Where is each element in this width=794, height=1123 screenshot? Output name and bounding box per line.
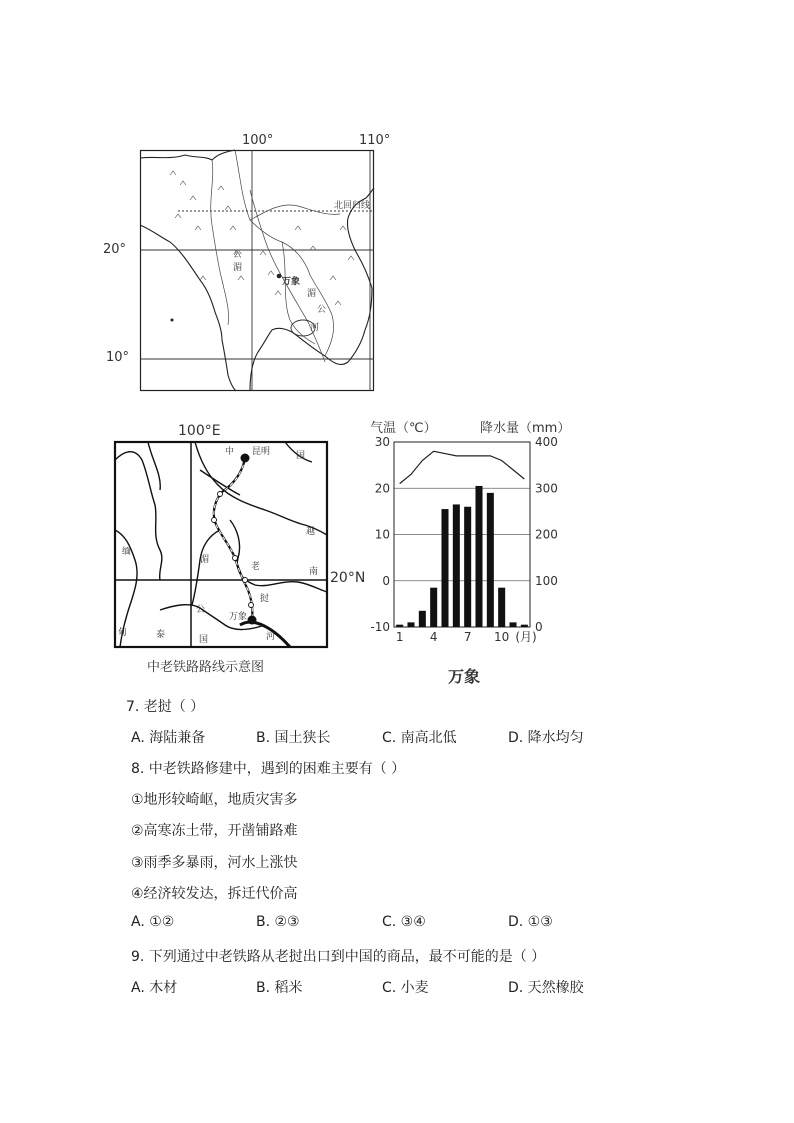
precip-bar (441, 509, 448, 627)
question-7-stem: 7. 老挝（ ） (126, 699, 205, 715)
question-8-stem: 8. 中老铁路修建中，遇到的困难主要有（ ） (131, 761, 406, 777)
precip-bar (453, 504, 460, 627)
mekong-char-3: 河 (310, 323, 320, 333)
label-zhong: 中 (225, 447, 235, 457)
label-kunming: 昆明 (252, 447, 271, 457)
q9-option-b[interactable]: B. 稻米 (256, 980, 303, 996)
q9-option-d[interactable]: D. 天然橡胶 (508, 980, 584, 996)
railway-lon-label: 100°E (178, 423, 221, 439)
q7-option-a[interactable]: A. 海陆兼备 (131, 730, 206, 746)
x-tick-label: 1 (395, 630, 404, 644)
label-tai: 泰 (156, 630, 166, 640)
q8-statement-3: ③雨季多暴雨，河水上涨快 (131, 855, 298, 871)
q8-option-d[interactable]: D. ①③ (508, 914, 553, 930)
q7-option-d[interactable]: D. 降水均匀 (508, 730, 584, 746)
q9-option-c[interactable]: C. 小麦 (382, 980, 429, 996)
map-railway (100, 420, 366, 680)
x-tick-label: 7 (463, 630, 472, 644)
precip-bar (509, 622, 516, 627)
label-yue: 越 (306, 527, 316, 537)
tropic-label: 北回归线 (334, 201, 371, 211)
mekong-char-1: 湄 (307, 289, 317, 299)
left-axis-title: 气温（℃） (370, 421, 437, 436)
label-mian: 缅 (122, 547, 132, 557)
left-tick-label: 20 (374, 481, 390, 496)
precip-bar (430, 588, 437, 627)
precip-bar (487, 493, 494, 627)
precip-bar (419, 611, 426, 627)
climate-svg (360, 415, 570, 690)
x-tick-label: 10 (494, 630, 510, 644)
q8-option-b[interactable]: B. ②③ (256, 914, 300, 930)
label-dian: 甸 (118, 628, 128, 638)
map-indochina-svg (100, 130, 390, 395)
climate-chart (360, 415, 570, 690)
precip-bar (521, 625, 528, 627)
label-wanxiang: 万象 (229, 612, 248, 622)
precip-bar (475, 486, 482, 627)
lat-label-20: 20° (103, 242, 127, 257)
label-lao: 老 (251, 562, 261, 572)
x-tick-label: 4 (429, 630, 438, 644)
label-gong: 公 (196, 605, 206, 615)
railway-caption: 中老铁路路线示意图 (147, 660, 265, 675)
vientiane-label: 万象 (282, 277, 301, 287)
left-tick-label: 30 (374, 435, 390, 449)
label-mei: 湄 (200, 555, 210, 565)
q8-statement-4: ④经济较发达，拆迁代价高 (131, 886, 298, 902)
label-wo: 挝 (260, 594, 270, 604)
mountain-symbols (170, 171, 354, 305)
left-tick-label: 0 (382, 573, 390, 588)
climate-caption: 万象 (448, 667, 481, 686)
left-tick-label: -10 (370, 620, 390, 634)
right-tick-label: 300 (535, 481, 558, 496)
precip-bar (396, 625, 403, 627)
salween-char-1: 湄 (233, 263, 243, 273)
label-nan: 南 (309, 567, 319, 577)
right-tick-label: 400 (535, 435, 558, 449)
precip-bar (464, 507, 471, 627)
temperature-line (400, 451, 525, 483)
question-9-stem: 9. 下列通过中老铁路从老挝出口到中国的商品，最不可能的是（ ） (131, 949, 546, 965)
right-tick-label: 0 (535, 620, 543, 634)
lon-label-100: 100° (242, 133, 274, 148)
q8-statement-1: ①地形较崎岖，地质灾害多 (131, 792, 298, 808)
q9-option-a[interactable]: A. 木材 (131, 980, 178, 996)
lon-label-110: 110° (359, 133, 391, 148)
label-guo: 国 (296, 451, 306, 461)
railway-lat-label: 20°N (330, 570, 366, 586)
label-guo2: 国 (199, 635, 209, 645)
q8-statement-2: ②高寒冻土带，开凿铺路难 (131, 823, 298, 839)
q8-option-c[interactable]: C. ③④ (382, 914, 426, 930)
precip-bar (407, 622, 414, 627)
precip-bar (498, 588, 505, 627)
right-tick-label: 200 (535, 527, 558, 542)
lat-label-10: 10° (106, 350, 130, 365)
salween-char-2: 公 (233, 250, 243, 260)
q7-option-c[interactable]: C. 南高北低 (382, 730, 457, 746)
x-unit-label: (月) (515, 630, 537, 644)
right-tick-label: 100 (535, 573, 558, 588)
left-tick-label: 10 (374, 527, 390, 542)
q7-option-b[interactable]: B. 国土狭长 (256, 730, 331, 746)
label-he: 河 (266, 632, 276, 642)
map-indochina (100, 130, 390, 395)
mekong-char-2: 公 (317, 305, 327, 315)
q8-option-a[interactable]: A. ①② (131, 914, 175, 930)
right-axis-title: 降水量（mm） (480, 421, 571, 436)
